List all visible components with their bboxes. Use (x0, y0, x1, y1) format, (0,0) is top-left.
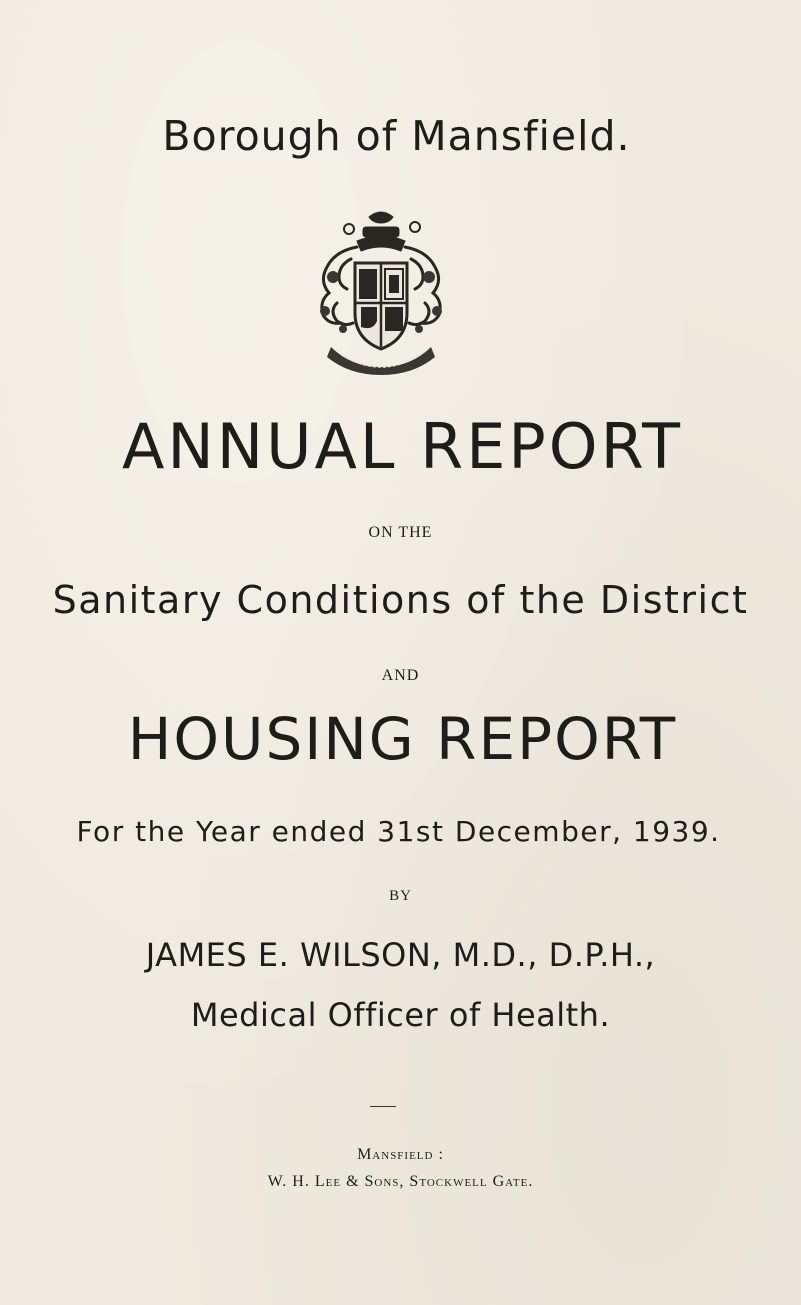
report-subject: Sanitary Conditions of the District (52, 578, 749, 622)
borough-heading: Borough of Mansfield. (162, 112, 631, 160)
housing-report-title: HOUSING REPORT (127, 705, 678, 773)
imprint-printer: W. H. Lee & Sons, Stockwell Gate. (267, 1173, 534, 1190)
by-label: BY (389, 888, 412, 904)
annual-report-title: ANNUAL REPORT (121, 410, 684, 483)
and-label: AND (381, 667, 420, 684)
on-the-label: ON THE (368, 524, 433, 541)
imprint-place: Mansfield : (357, 1146, 444, 1163)
author-name: JAMES E. WILSON, M.D., D.P.H., (145, 936, 656, 974)
author-role: Medical Officer of Health. (190, 996, 611, 1034)
coat-of-arms-icon (303, 207, 459, 377)
divider (370, 1106, 396, 1107)
report-period: For the Year ended 31st December, 1939. (76, 815, 721, 848)
